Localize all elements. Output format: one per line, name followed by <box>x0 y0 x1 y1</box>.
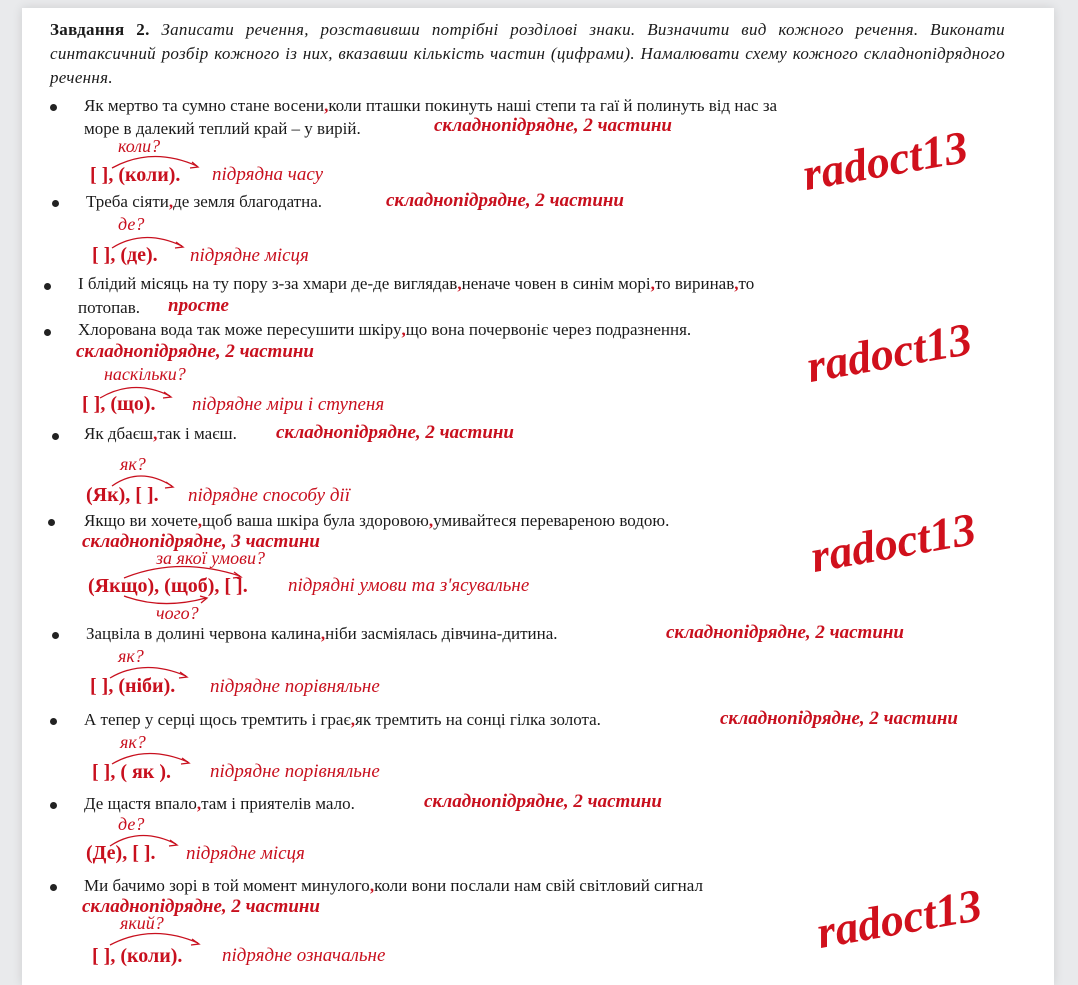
sentence-2-line-1: Треба сіяти,де земля благодатна. <box>86 192 323 211</box>
sentence-8-line-1: А тепер у серці щось тремтить і грає,як тремтить на сонці гілка золота. <box>84 710 601 729</box>
sentence-10-scheme: [ ], (коли). <box>92 945 183 967</box>
document-page <box>22 8 1054 985</box>
sentence-7-scheme: [ ], (ніби). <box>90 675 176 697</box>
bullet-2 <box>52 200 59 207</box>
bullet-3 <box>44 283 51 290</box>
sentence-10-clause: підрядне означальне <box>222 945 386 966</box>
sentence-6-type: складнопідрядне, 3 частини <box>82 531 321 552</box>
sentence-1-scheme: [ ], (коли). <box>90 164 181 186</box>
sentence-6-scheme: (Якщо), (щоб), [ ]. <box>88 575 248 597</box>
watermark-1: radoct13 <box>798 120 972 201</box>
sentence-9-line-1: Де щастя впало,там і приятелів мало. <box>84 794 355 813</box>
bullet-5 <box>52 433 59 440</box>
watermark-2: radoct13 <box>802 312 976 393</box>
bullet-1 <box>50 104 57 111</box>
sentence-7-question: як? <box>118 646 144 666</box>
sentence-10-line-1: Ми бачимо зорі в той момент минулого,коли вони послали нам свій світловий сигнал <box>84 876 703 895</box>
sentence-1-line-2: море в далекий теплий край – у вирій. <box>84 119 361 138</box>
sentence-4-clause: підрядне міри і ступеня <box>192 394 385 415</box>
sentence-6-question-2: чого? <box>156 603 199 623</box>
sentence-9-type: складнопідрядне, 2 частини <box>424 791 663 812</box>
task-paragraph <box>50 18 1005 90</box>
sentence-3-line-2: потопав. <box>78 298 140 317</box>
sentence-8-scheme: [ ], ( як ). <box>92 761 171 783</box>
sentence-1-clause: підрядна часу <box>212 164 324 185</box>
sentence-4-type: складнопідрядне, 2 частини <box>76 341 315 362</box>
sentence-5-clause: підрядне способу дії <box>188 485 350 506</box>
bullet-4 <box>44 329 51 336</box>
sentence-2-type: складнопідрядне, 2 частини <box>386 190 625 211</box>
sentence-9-question: де? <box>118 814 145 834</box>
sentence-1-type: складнопідрядне, 2 частини <box>434 115 673 136</box>
bullet-9 <box>50 802 57 809</box>
sentence-7-type: складнопідрядне, 2 частини <box>666 622 905 643</box>
task-label: Завдання 2. <box>50 20 150 39</box>
sentence-7-line-1: Зацвіла в долині червона калина,ніби засміялась дівчина-дитина. <box>86 624 558 643</box>
watermark-3: radoct13 <box>806 502 980 583</box>
sentence-5-line-1: Як дбаєш,так і маєш. <box>84 424 237 443</box>
sentence-4-scheme: [ ], (що). <box>82 393 156 415</box>
sentence-6-line-1: Якщо ви хочете,щоб ваша шкіра була здоровою,умивайтеся переваренoю водою. <box>84 511 670 530</box>
sentence-4-line-1: Хлорована вода так може пересушити шкіру,що вона почервоніє через подразнення. <box>78 320 692 339</box>
sentence-9-clause: підрядне місця <box>186 843 305 864</box>
bullet-8 <box>50 718 57 725</box>
sentence-2-clause: підрядне місця <box>190 245 309 266</box>
sentence-9-scheme: (Де), [ ]. <box>86 842 156 864</box>
sentence-6-question-1: за якої умови? <box>156 548 265 568</box>
sentence-7-clause: підрядне порівняльне <box>210 676 380 697</box>
sentence-4-question: наскільки? <box>104 364 186 384</box>
bullet-10 <box>50 884 57 891</box>
sentence-10-type: складнопідрядне, 2 частини <box>82 896 321 917</box>
task-text: Записати речення, розставивши потрібні розділові знаки. Визначити вид кожного речення. Виконати синтаксичний розбір кожного із них, вказавши кількість частин (цифрами). Намалювати схему кожного складнопідрядного речення. <box>50 20 1005 87</box>
sentence-8-type: складнопідрядне, 2 частини <box>720 708 959 729</box>
sentence-5-question: як? <box>120 454 146 474</box>
sentence-6-clause: підрядні умови та з'ясувальне <box>288 575 530 596</box>
bullet-7 <box>52 632 59 639</box>
sentence-3-line-1: І блідий місяць на ту пору з-за хмари де-де виглядав,неначе човен в синім морі,то виринав,то <box>78 274 755 293</box>
sentence-1-line-1: Як мертво та сумно стане восени,коли пташки покинуть наші степи та гаї й полинуть від нас за <box>84 96 778 115</box>
sentence-2-question: де? <box>118 214 145 234</box>
watermark-4: radoct13 <box>812 878 986 959</box>
sentence-3-type: просте <box>168 295 229 316</box>
sentence-5-type: складнопідрядне, 2 частини <box>276 422 515 443</box>
sentence-2-scheme: [ ], (де). <box>92 244 158 266</box>
bullet-6 <box>48 519 55 526</box>
sentence-10-question: який? <box>120 913 164 933</box>
sentence-8-clause: підрядне порівняльне <box>210 761 380 782</box>
sentence-1-question: коли? <box>118 136 161 156</box>
sentence-8-question: як? <box>120 732 146 752</box>
sentence-5-scheme: (Як), [ ]. <box>86 484 159 506</box>
